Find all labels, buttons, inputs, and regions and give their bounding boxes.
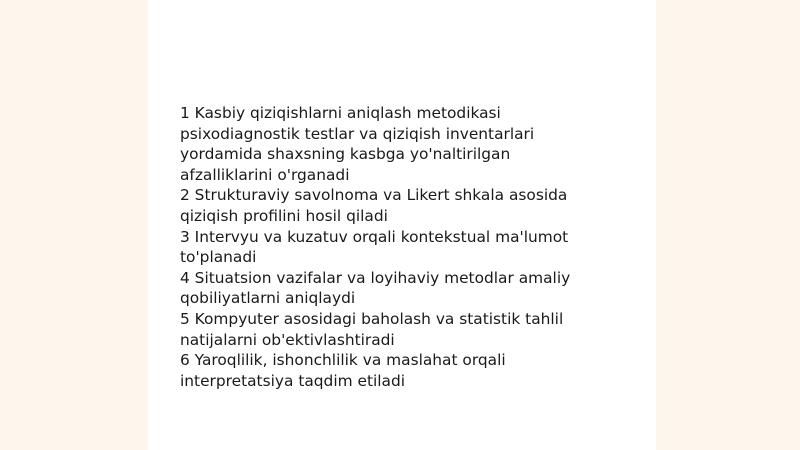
text-line: qobiliyatlarni aniqlaydi	[180, 289, 356, 308]
document-page	[148, 0, 656, 450]
text-line: 6 Yaroqlilik, ishonchlilik va maslahat orqali	[180, 351, 506, 370]
text-line: natijalarni ob'ektivlashtiradi	[180, 330, 395, 349]
text-line: 3 Intervyu va kuzatuv orqali kontekstual ma'lumot	[180, 227, 569, 246]
text-line: psixodiagnostik testlar va qiziqish inventarlari	[180, 124, 535, 143]
text-line: interpretatsiya taqdim etiladi	[180, 371, 406, 390]
text-line: 1 Kasbiy qiziqishlarni aniqlash metodikasi	[180, 104, 501, 122]
document-text	[180, 103, 650, 391]
text-line: yordamida shaxsning kasbga yo'naltirilgan	[180, 145, 511, 164]
text-line: qiziqish profilini hosil qiladi	[180, 206, 388, 225]
text-line: afzalliklarini o'rganadi	[180, 165, 350, 184]
text-line: 4 Situatsion vazifalar va loyihaviy metodlar amaliy	[180, 268, 571, 287]
text-line: to'planadi	[180, 248, 257, 267]
text-line: 2 Strukturaviy savolnoma va Likert shkala asosida	[180, 186, 568, 205]
text-line: 5 Kompyuter asosidagi baholash va statistik tahlil	[180, 309, 564, 328]
